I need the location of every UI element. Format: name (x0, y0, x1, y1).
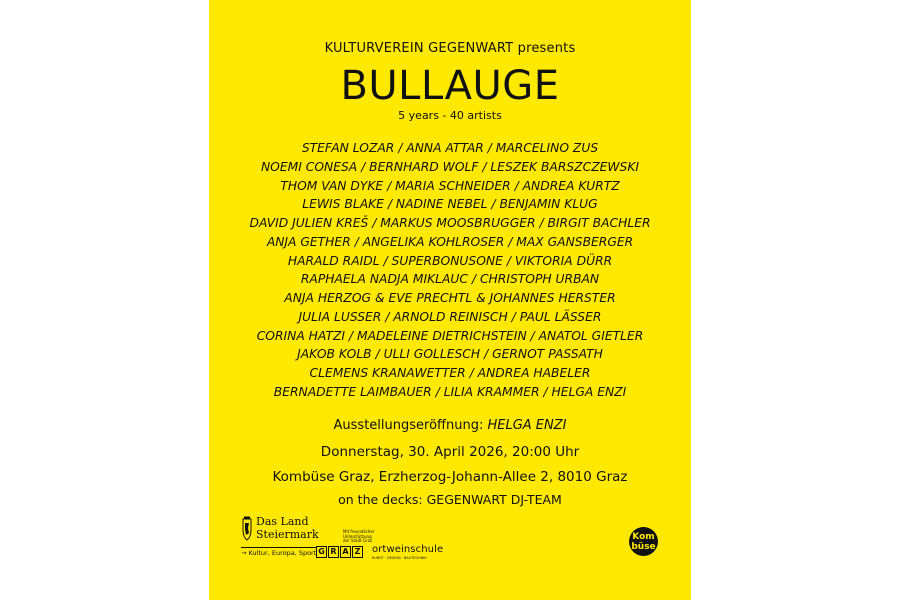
graz-letter: A (340, 546, 351, 558)
poster-subtitle: 5 years - 40 artists (398, 109, 502, 122)
artist-line: JULIA LUSSER / ARNOLD REINISCH / PAUL LÄSSER (298, 309, 602, 324)
artist-line: HARALD RAIDL / SUPERBONUSONE / VIKTORIA DÜRR (287, 253, 613, 268)
artist-list (209, 139, 691, 402)
opening-speaker: HELGA ENZI (487, 418, 567, 433)
steiermark-name-line: Das Land (256, 515, 309, 528)
event-venue: Kombüse Graz, Erzherzog-Johann-Allee 2, 8010 Graz (272, 469, 628, 485)
artist-line: ANJA GETHER / ANGELIKA KOHLROSER / MAX GANSBERGER (266, 234, 634, 249)
graz-letter: Z (352, 546, 363, 558)
kombuse-logo-line: Kom (632, 531, 655, 542)
graz-note: Mit freundlicher Unterstützung der Stadt Graz (343, 529, 375, 543)
kombuse-logo (629, 527, 658, 556)
steiermark-name (256, 516, 319, 541)
ortweinschule-logo (372, 544, 443, 560)
poster-title: BULLAUGE (340, 63, 560, 109)
artist-line: NOEMI CONESA / BERNHARD WOLF / LESZEK BARSZCZEWSKI (260, 159, 640, 174)
artist-line: BERNADETTE LAIMBAUER / LILIA KRAMMER / HELGA ENZI (273, 384, 627, 399)
kombuse-logo-line: büse (631, 541, 656, 552)
artist-line: CLEMENS KRANAWETTER / ANDREA HABELER (309, 366, 591, 380)
graz-wordmark (316, 546, 368, 558)
graz-letter: G (316, 546, 327, 558)
artist-line: LEWIS BLAKE / NADINE NEBEL / BENJAMIN KLUG (302, 197, 598, 212)
artist-line: DAVID JULIEN KREŠ / MARKUS MOOSBRUGGER / BIRGIT BACHLER (249, 216, 651, 230)
graz-letter: R (328, 546, 339, 558)
steiermark-crest-icon (241, 516, 253, 544)
presenter-line: KULTURVEREIN GEGENWART presents (324, 41, 576, 56)
steiermark-subline: → Kultur, Europa, Sport (241, 549, 317, 557)
opening-line (209, 418, 691, 433)
artist-line: STEFAN LOZAR / ANNA ATTAR / MARCELINO ZUS (301, 141, 599, 155)
ortweinschule-subline: KUNST · DESIGN · BAUTECHNIK (372, 556, 427, 560)
stadt-graz-logo (316, 529, 375, 560)
ortweinschule-name: ortweinschule (372, 544, 444, 555)
event-date: Donnerstag, 30. April 2026, 20:00 Uhr (320, 444, 580, 460)
artist-line: CORINA HATZI / MADELEINE DIETRICHSTEIN / ANATOL GIETLER (256, 328, 644, 343)
artist-line: JAKOB KOLB / ULLI GOLLESCH / GERNOT PASSATH (297, 347, 603, 362)
opening-label: Ausstellungseröffnung: (333, 418, 488, 433)
dj-line: on the decks: GEGENWART DJ-TEAM (338, 492, 562, 507)
artist-line: THOM VAN DYKE / MARIA SCHNEIDER / ANDREA KURTZ (280, 178, 620, 193)
artist-line: ANJA HERZOG & EVE PRECHTL & JOHANNES HERSTER (284, 291, 616, 305)
event-poster (209, 0, 691, 600)
artist-line: RAPHAELA NADJA MIKLAUC / CHRISTOPH URBAN (300, 272, 600, 287)
steiermark-name-line: Steiermark (256, 527, 319, 541)
land-steiermark-logo (241, 515, 319, 560)
